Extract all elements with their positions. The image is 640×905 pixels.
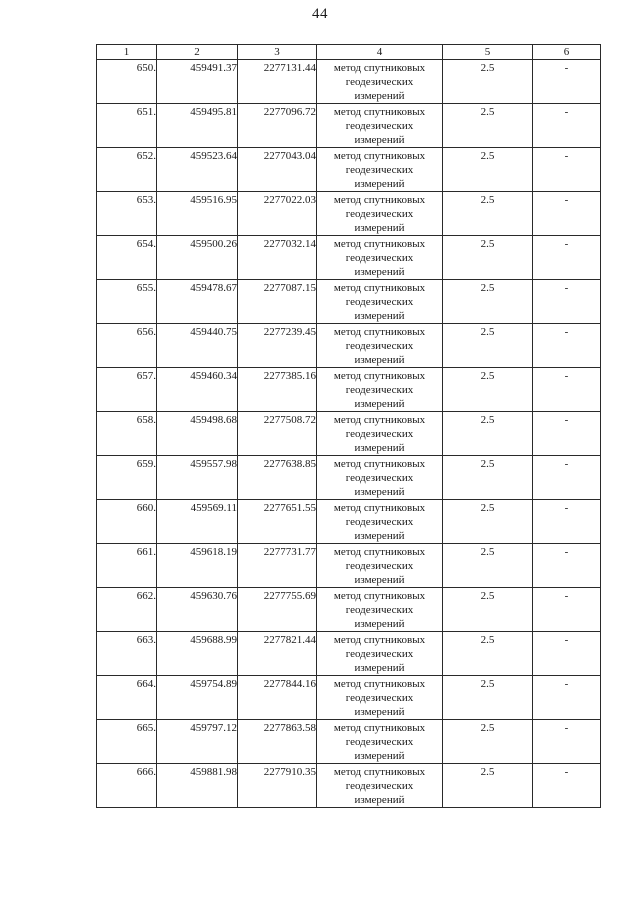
table-row xyxy=(97,544,601,588)
point-number: 660. xyxy=(97,500,157,544)
column-header-2: 2 xyxy=(157,45,238,60)
point-number: 650. xyxy=(97,60,157,104)
note-value: - xyxy=(533,192,601,236)
measurement-method: метод спутниковых геодезических измерений xyxy=(317,236,443,280)
accuracy-value: 2.5 xyxy=(443,676,533,720)
accuracy-value: 2.5 xyxy=(443,588,533,632)
measurement-method: метод спутниковых геодезических измерений xyxy=(317,764,443,808)
accuracy-value: 2.5 xyxy=(443,104,533,148)
coordinate-y: 2277844.16 xyxy=(238,676,317,720)
coordinate-x: 459881.98 xyxy=(157,764,238,808)
accuracy-value: 2.5 xyxy=(443,412,533,456)
coordinate-x: 459478.67 xyxy=(157,280,238,324)
coordinate-y: 2277731.77 xyxy=(238,544,317,588)
measurement-method: метод спутниковых геодезических измерений xyxy=(317,60,443,104)
accuracy-value: 2.5 xyxy=(443,60,533,104)
coordinate-y: 2277131.44 xyxy=(238,60,317,104)
accuracy-value: 2.5 xyxy=(443,324,533,368)
coordinate-y: 2277239.45 xyxy=(238,324,317,368)
table-row xyxy=(97,588,601,632)
table-row xyxy=(97,192,601,236)
coordinate-y: 2277385.16 xyxy=(238,368,317,412)
measurement-method: метод спутниковых геодезических измерений xyxy=(317,280,443,324)
coordinate-y: 2277651.55 xyxy=(238,500,317,544)
column-header-3: 3 xyxy=(238,45,317,60)
point-number: 659. xyxy=(97,456,157,500)
point-number: 653. xyxy=(97,192,157,236)
measurement-method: метод спутниковых геодезических измерений xyxy=(317,104,443,148)
coordinate-x: 459797.12 xyxy=(157,720,238,764)
coordinate-x: 459630.76 xyxy=(157,588,238,632)
measurement-method: метод спутниковых геодезических измерений xyxy=(317,456,443,500)
note-value: - xyxy=(533,236,601,280)
coordinate-x: 459491.37 xyxy=(157,60,238,104)
measurement-method: метод спутниковых геодезических измерений xyxy=(317,720,443,764)
coordinate-x: 459557.98 xyxy=(157,456,238,500)
page-number: 44 xyxy=(312,6,328,22)
coordinate-x: 459500.26 xyxy=(157,236,238,280)
measurement-method: метод спутниковых геодезических измерений xyxy=(317,412,443,456)
table-row xyxy=(97,412,601,456)
coordinate-y: 2277032.14 xyxy=(238,236,317,280)
note-value: - xyxy=(533,60,601,104)
table-row xyxy=(97,632,601,676)
accuracy-value: 2.5 xyxy=(443,192,533,236)
point-number: 655. xyxy=(97,280,157,324)
coordinate-x: 459495.81 xyxy=(157,104,238,148)
measurement-method: метод спутниковых геодезических измерений xyxy=(317,192,443,236)
column-header-4: 4 xyxy=(317,45,443,60)
accuracy-value: 2.5 xyxy=(443,148,533,192)
accuracy-value: 2.5 xyxy=(443,632,533,676)
point-number: 663. xyxy=(97,632,157,676)
table-row xyxy=(97,148,601,192)
coordinate-y: 2277096.72 xyxy=(238,104,317,148)
note-value: - xyxy=(533,544,601,588)
table-row xyxy=(97,676,601,720)
note-value: - xyxy=(533,412,601,456)
coordinate-x: 459569.11 xyxy=(157,500,238,544)
column-header-6: 6 xyxy=(533,45,601,60)
point-number: 662. xyxy=(97,588,157,632)
coordinate-x: 459523.64 xyxy=(157,148,238,192)
coordinate-x: 459618.19 xyxy=(157,544,238,588)
coordinate-y: 2277022.03 xyxy=(238,192,317,236)
table-row xyxy=(97,500,601,544)
coordinate-y: 2277910.35 xyxy=(238,764,317,808)
coordinate-x: 459688.99 xyxy=(157,632,238,676)
table-row xyxy=(97,280,601,324)
measurement-method: метод спутниковых геодезических измерений xyxy=(317,500,443,544)
column-header-1: 1 xyxy=(97,45,157,60)
note-value: - xyxy=(533,324,601,368)
note-value: - xyxy=(533,104,601,148)
header-row xyxy=(97,45,601,60)
point-number: 661. xyxy=(97,544,157,588)
note-value: - xyxy=(533,720,601,764)
accuracy-value: 2.5 xyxy=(443,764,533,808)
measurement-method: метод спутниковых геодезических измерений xyxy=(317,324,443,368)
measurement-method: метод спутниковых геодезических измерений xyxy=(317,148,443,192)
table-row xyxy=(97,764,601,808)
point-number: 654. xyxy=(97,236,157,280)
note-value: - xyxy=(533,588,601,632)
coordinate-y: 2277087.15 xyxy=(238,280,317,324)
coordinate-x: 459516.95 xyxy=(157,192,238,236)
point-number: 651. xyxy=(97,104,157,148)
accuracy-value: 2.5 xyxy=(443,280,533,324)
table-row xyxy=(97,324,601,368)
point-number: 656. xyxy=(97,324,157,368)
accuracy-value: 2.5 xyxy=(443,368,533,412)
note-value: - xyxy=(533,280,601,324)
table-header xyxy=(97,45,601,60)
coordinate-x: 459460.34 xyxy=(157,368,238,412)
table-row xyxy=(97,60,601,104)
coordinate-x: 459754.89 xyxy=(157,676,238,720)
accuracy-value: 2.5 xyxy=(443,500,533,544)
coordinate-x: 459498.68 xyxy=(157,412,238,456)
table-row xyxy=(97,236,601,280)
note-value: - xyxy=(533,148,601,192)
table-body xyxy=(97,60,601,808)
coordinate-x: 459440.75 xyxy=(157,324,238,368)
point-number: 665. xyxy=(97,720,157,764)
note-value: - xyxy=(533,368,601,412)
accuracy-value: 2.5 xyxy=(443,720,533,764)
point-number: 652. xyxy=(97,148,157,192)
accuracy-value: 2.5 xyxy=(443,456,533,500)
measurement-method: метод спутниковых геодезических измерений xyxy=(317,588,443,632)
accuracy-value: 2.5 xyxy=(443,236,533,280)
note-value: - xyxy=(533,500,601,544)
coordinate-y: 2277043.04 xyxy=(238,148,317,192)
table-row xyxy=(97,368,601,412)
point-number: 658. xyxy=(97,412,157,456)
point-number: 664. xyxy=(97,676,157,720)
note-value: - xyxy=(533,632,601,676)
coordinate-y: 2277863.58 xyxy=(238,720,317,764)
column-header-5: 5 xyxy=(443,45,533,60)
point-number: 666. xyxy=(97,764,157,808)
measurement-method: метод спутниковых геодезических измерений xyxy=(317,544,443,588)
table-row xyxy=(97,456,601,500)
coordinate-y: 2277821.44 xyxy=(238,632,317,676)
note-value: - xyxy=(533,456,601,500)
measurement-method: метод спутниковых геодезических измерений xyxy=(317,676,443,720)
note-value: - xyxy=(533,676,601,720)
coordinate-y: 2277638.85 xyxy=(238,456,317,500)
coordinate-y: 2277508.72 xyxy=(238,412,317,456)
table-row xyxy=(97,104,601,148)
accuracy-value: 2.5 xyxy=(443,544,533,588)
measurement-method: метод спутниковых геодезических измерений xyxy=(317,368,443,412)
point-number: 657. xyxy=(97,368,157,412)
measurement-method: метод спутниковых геодезических измерений xyxy=(317,632,443,676)
note-value: - xyxy=(533,764,601,808)
coordinate-y: 2277755.69 xyxy=(238,588,317,632)
coordinates-table xyxy=(96,44,601,808)
table-row xyxy=(97,720,601,764)
